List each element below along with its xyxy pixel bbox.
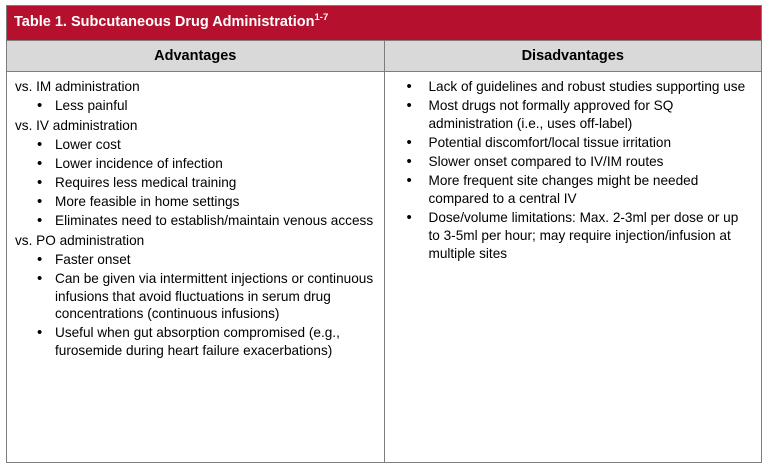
table-title bbox=[7, 6, 762, 41]
group-lead-label: vs. IV administration bbox=[15, 118, 138, 134]
advantages-group bbox=[15, 117, 376, 230]
table-title-row bbox=[7, 6, 762, 41]
advantages-group bbox=[15, 232, 376, 361]
column-header-advantages: Advantages bbox=[7, 40, 385, 71]
list-item: • Less painful bbox=[15, 97, 376, 115]
list-item: • Faster onset bbox=[15, 251, 376, 269]
list-item: • Most drugs not formally approved for SQ administration (i.e., uses off-label) bbox=[393, 97, 754, 133]
group-bullet-list bbox=[15, 97, 376, 115]
list-item: • Slower onset compared to IV/IM routes bbox=[393, 153, 754, 171]
list-item: • Eliminates need to establish/maintain venous access bbox=[15, 212, 376, 230]
list-item: • Can be given via intermittent injections or continuous infusions that avoid fluctuations in serum drug concentrations (continuous infusions) bbox=[15, 270, 376, 324]
subcutaneous-drug-administration-table bbox=[6, 5, 762, 463]
list-item: • Lack of guidelines and robust studies supporting use bbox=[393, 78, 754, 96]
list-item: • Lower cost bbox=[15, 136, 376, 154]
list-item: • Potential discomfort/local tissue irritation bbox=[393, 134, 754, 152]
list-item: • Dose/volume limitations: Max. 2-3ml per dose or up to 3-5ml per hour; may require injection/infusion at multiple sites bbox=[393, 209, 754, 263]
table-header-row bbox=[7, 40, 762, 71]
table-title-text: Table 1. Subcutaneous Drug Administration bbox=[14, 14, 315, 31]
group-lead-label: vs. IM administration bbox=[15, 79, 140, 95]
group-bullet-list bbox=[15, 251, 376, 361]
list-item: • Lower incidence of infection bbox=[15, 155, 376, 173]
group-bullet-list bbox=[15, 136, 376, 230]
advantages-group bbox=[15, 78, 376, 115]
table-body-row bbox=[7, 72, 762, 463]
list-item: • Requires less medical training bbox=[15, 174, 376, 192]
advantages-cell bbox=[7, 72, 385, 463]
disadvantages-bullet-list bbox=[393, 78, 754, 262]
disadvantages-cell bbox=[384, 72, 762, 463]
column-header-disadvantages: Disadvantages bbox=[384, 40, 762, 71]
list-item: • More feasible in home settings bbox=[15, 193, 376, 211]
list-item: • Useful when gut absorption compromised (e.g., furosemide during heart failure exacerbations) bbox=[15, 324, 376, 360]
group-lead-label: vs. PO administration bbox=[15, 232, 145, 248]
list-item: • More frequent site changes might be needed compared to a central IV bbox=[393, 172, 754, 208]
table-title-superscript: 1-7 bbox=[314, 12, 329, 24]
